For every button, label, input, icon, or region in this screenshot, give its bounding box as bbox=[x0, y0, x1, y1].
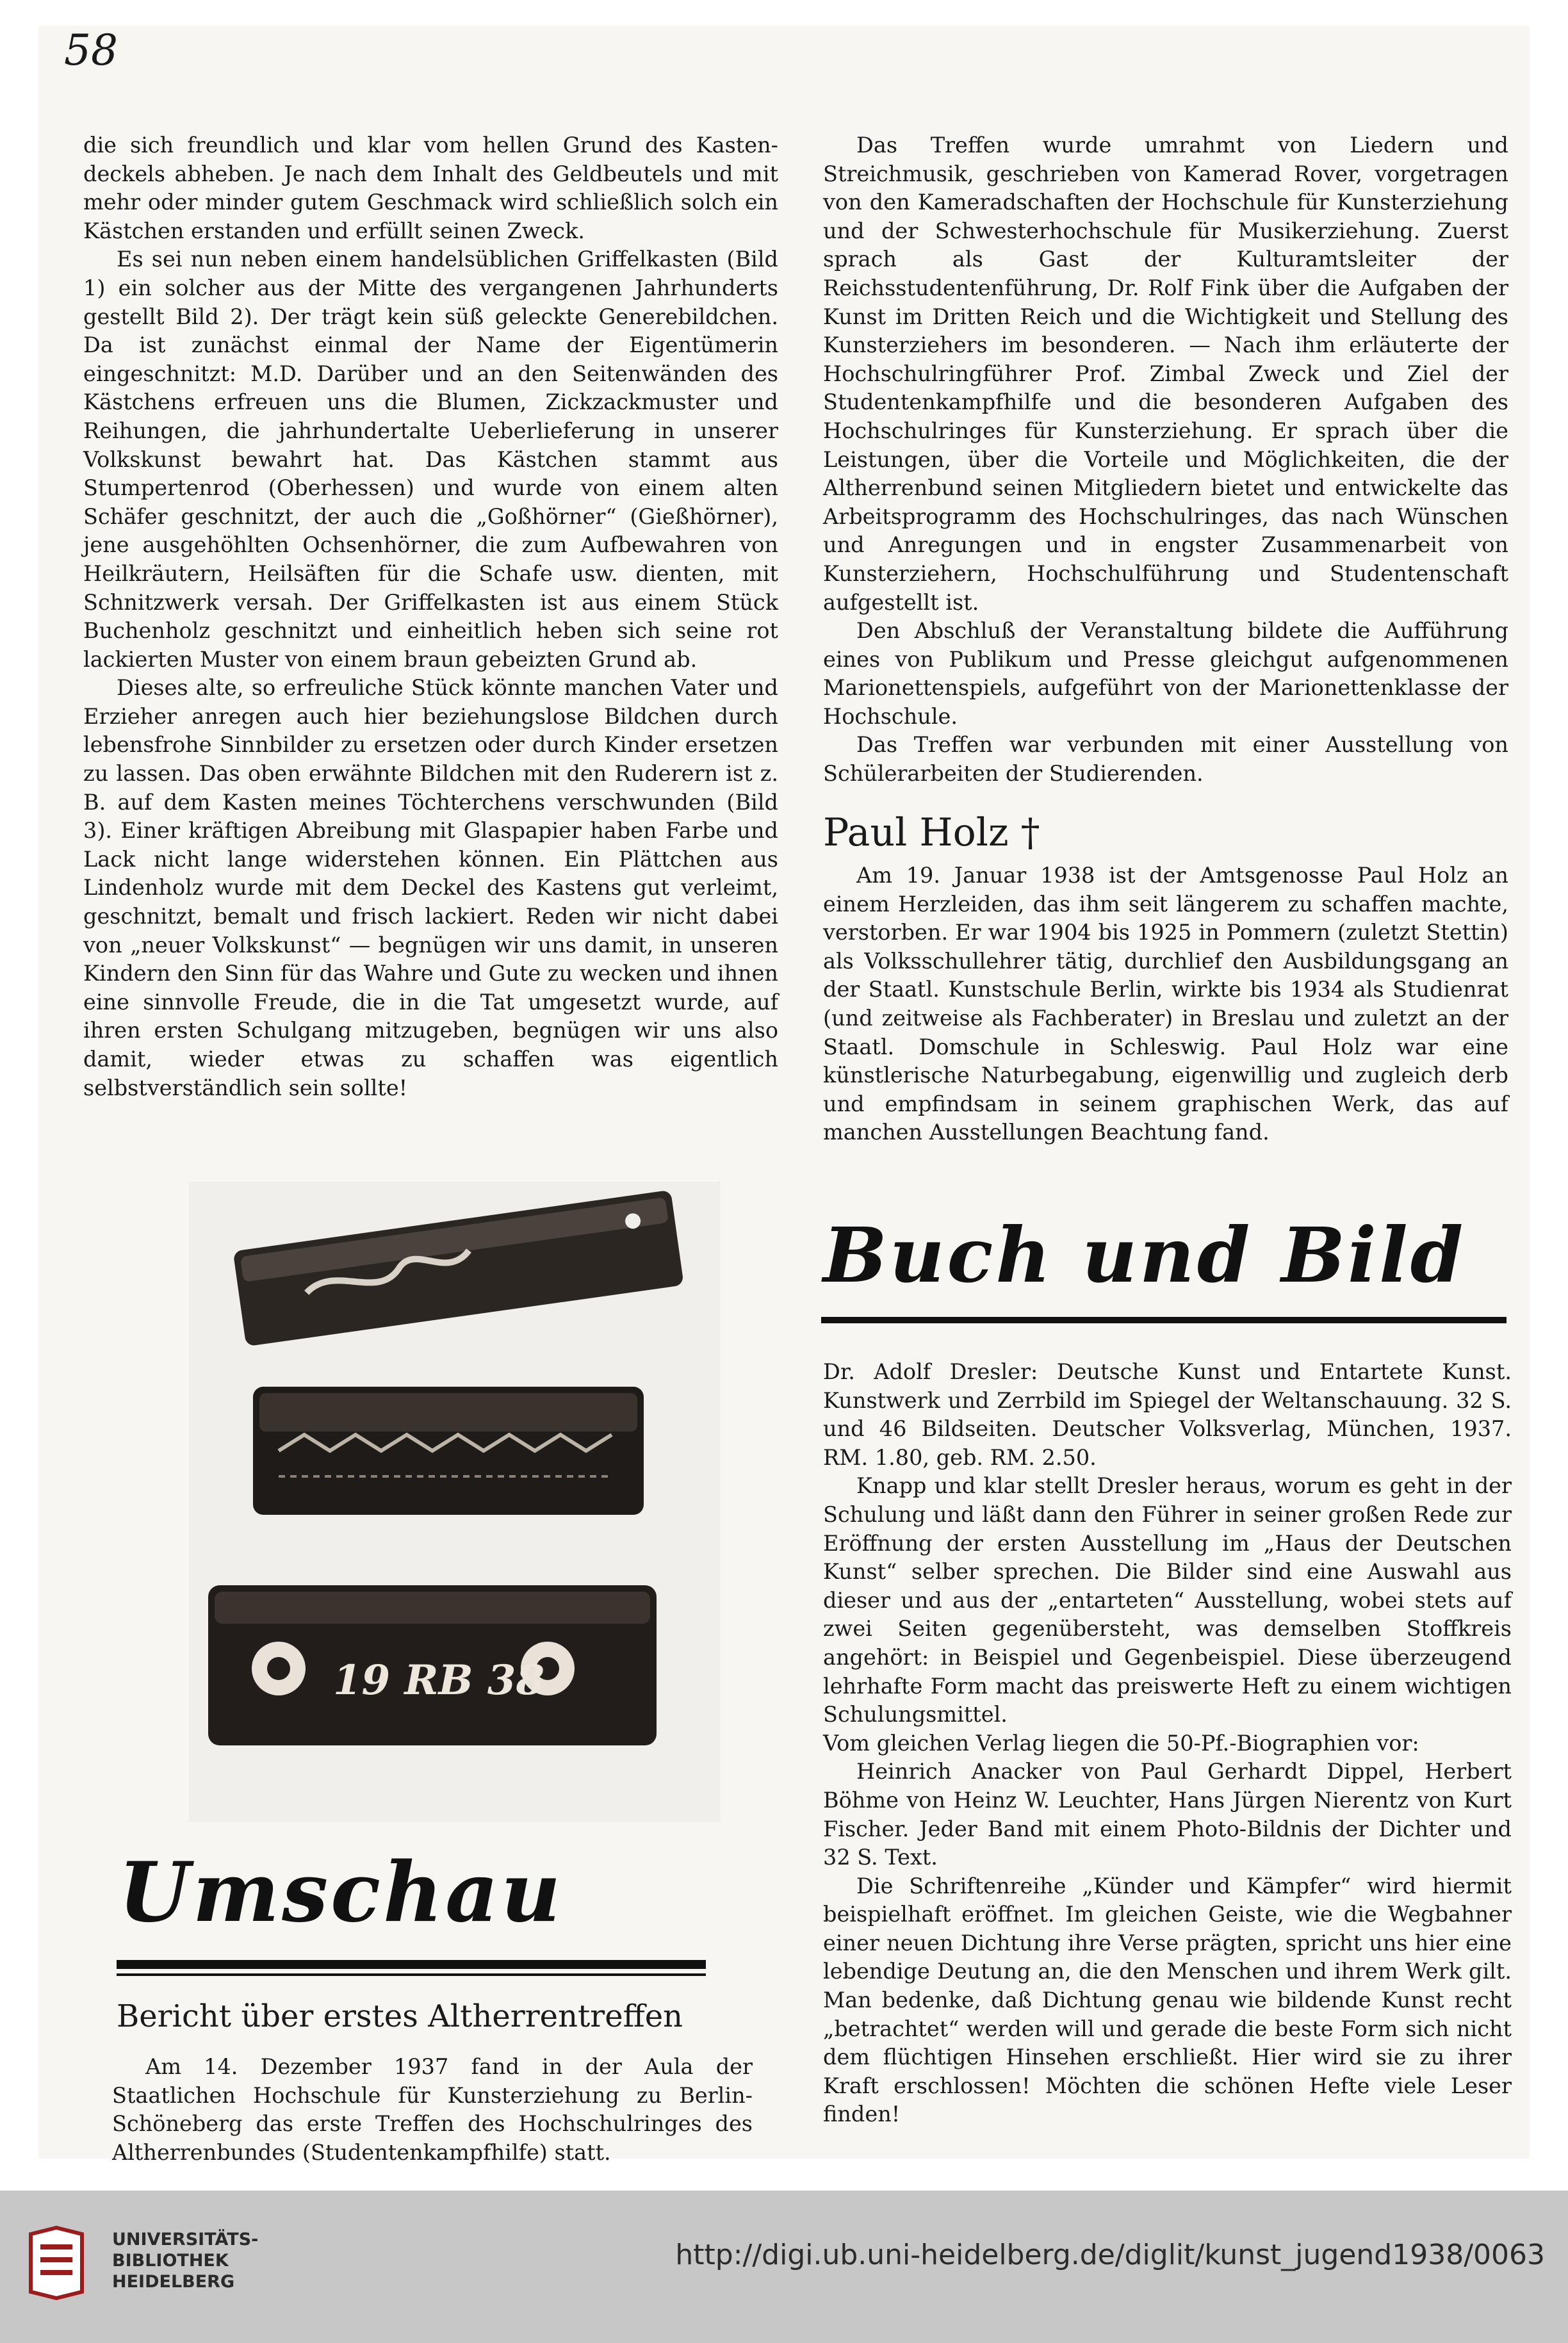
paragraph: Das Treffen wurde umrahmt von Liedern und Streichmusik, geschrieben von Kamerad Rover, vorgetragen von den Kameradschaften der Hochschule für Kunsterziehung und der Schwesterhochschule für Musikerziehung. Zuerst sprach als Gast der Kulturamtsleiter der Reichsstudentenführung, Dr. Rolf Fink über die Aufgaben der Kunst im Dritten Reich und die Wichtigkeit und Stellung des Kunsterziehers im besonderen. — Nach ihm erläuterte der Hochschulringführer Prof. Zimbal Zweck und Ziel der Studentenkampfhilfe und die besonderen Aufgaben des Hochschulringes für Kunsterziehung. Er sprach über die Leistungen, über die Vorteile und Möglichkeiten, die der Altherrenbund seinen Mitgliedern bietet und entwickelte das Arbeitsprogramm des Hochschulringes, das nach Wünschen und Anregungen und in engster Zusammenarbeit von Kunsterziehern, Hochschulführung und Studentenschaft aufgestellt ist. bbox=[823, 133, 1508, 615]
paragraph: Die Schriftenreihe „Künder und Kämpfer“ wird hiermit beispielhaft eröffnet. Im gleichen Geiste, wie die Wegbahner einer neuen Dichtung ihre Verse prägten, spricht uns hier eine lebendige Deutung an, die den Menschen und ihrem Werk gilt. Man bedenke, daß Dichtung genau wie bildende Kunst recht „betrachtet“ werden will und gerade die beste Form sich nicht dem flüchtigen Hinsehen erschließt. Hier wird sie zu ihrer Kraft erschlossen! Möchten die schönen Hefte viele Leser finden! bbox=[823, 1873, 1512, 2127]
book-reviews bbox=[823, 1358, 1512, 2129]
right-column bbox=[823, 131, 1508, 788]
university-library-logo-icon bbox=[18, 2221, 95, 2305]
pencil-box-2 bbox=[253, 1387, 644, 1515]
pencil-boxes-illustration bbox=[189, 1182, 721, 1822]
paragraph: Heinrich Anacker von Paul Gerhardt Dippel, Herbert Böhme von Heinz W. Leuchter, Hans Jürgen Nierentz von Kurt Fischer. Jeder Band mit einem Photo-Bildnis der Dichter und 32 S. Text. bbox=[823, 1759, 1512, 1870]
section-rule-thin bbox=[117, 1973, 706, 1976]
paragraph: Am 14. Dezember 1937 fand in der Aula der Staatlichen Hochschule für Kunsterziehung zu Berlin-Schöneberg das erste Treffen des Hochschulringes des Altherrenbundes (Studentenkampfhilfe) statt. bbox=[112, 2054, 753, 2165]
library-name-line: UNIVERSITÄTS- bbox=[112, 2230, 259, 2249]
paragraph: Dr. Adolf Dresler: Deutsche Kunst und Entartete Kunst. Kunstwerk und Zerrbild im Spiegel der Weltanschauung. 32 S. und 46 Bildseiten. Deutscher Volksverlag, München, 1937. RM. 1.80, geb. RM. 2.50. bbox=[823, 1359, 1512, 1470]
umschau-text bbox=[112, 2053, 753, 2167]
section-rule bbox=[821, 1317, 1507, 1323]
section-rule bbox=[117, 1960, 706, 1969]
paragraph: Das Treffen war verbunden mit einer Ausstellung von Schülerarbeiten der Studierenden. bbox=[823, 732, 1508, 787]
obituary-text bbox=[823, 861, 1508, 1147]
umschau-subtitle: Bericht über erstes Altherrentreffen bbox=[117, 1998, 683, 2034]
library-name-line: HEIDELBERG bbox=[112, 2272, 235, 2292]
library-name-line: BIBLIOTHEK bbox=[112, 2251, 229, 2271]
paragraph: Dieses alte, so erfreuliche Stück könnte manchen Vater und Erzieher anregen auch hier beziehungslose Bildchen durch lebensfrohe Sinnbilder zu ersetzen oder durch Kinder ersetzen zu lassen. Das oben erwähnte Bildchen mit den Ruderern ist z. B. auf dem Kasten meines Töchterchens verschwunden (Bild 3). Einer kräftigen Abreibung mit Glaspapier haben Farbe und Lack nicht lange widerstehen können. Ein Plättchen aus Lindenholz wurde mit dem Deckel des Kastens gut verleimt, geschnitzt, bemalt und frisch lackiert. Reden wir nicht dabei von „neuer Volkskunst“ — begnügen wir uns damit, in unseren Kindern den Sinn für das Wahre und Gute zu wecken und ihnen eine sinnvolle Freude, die in die Tat umgesetzt wurde, auf ihren ersten Schulgang mitzugeben, begnügen wir uns also damit, wieder etwas zu schaffen was eigentlich selbstverständlich sein sollte! bbox=[83, 675, 778, 1100]
paragraph: Den Abschluß der Veranstaltung bildete die Aufführung eines von Publikum und Presse gleichgut aufgenommenen Marionettenspiels, aufgeführt von der Marionettenklasse der Hochschule. bbox=[823, 618, 1508, 729]
paragraph: Es sei nun neben einem handelsüblichen Griffelkasten (Bild 1) ein solcher aus der Mitte des vergangenen Jahrhunderts gestellt Bild 2). Der trägt kein süß geleckte Generebildchen. Da ist zunächst einmal der Name der Eigentümerin eingeschnitzt: M.D. Darüber und an den Seitenwänden des Kästchens erfreuen uns die Blumen, Zickzackmuster und Reihungen, die jahrhundertalte Ueberlieferung in unserer Volkskunst bewahrt hat. Das Kästchen stammt aus Stumpertenrod (Oberhessen) und wurde von einem alten Schäfer geschnitzt, der auch die „Goßhörner“ (Gießhörner), jene ausgehöhlten Ochsenhörner, die zum Aufbewahren von Heilkräutern, Heilsäften für die Schafe usw. dienten, mit Schnitzwerk versah. Der Griffelkasten ist aus einem Stück Buchenholz geschnitzt und einheitlich heben sich seine rot lackierten Muster von einem braun gebeizten Grund ab. bbox=[83, 247, 778, 672]
box-inscription: 19 RB 38 bbox=[333, 1656, 544, 1704]
umschau-title: Umschau bbox=[118, 1845, 564, 1941]
paragraph: Am 19. Januar 1938 ist der Amtsgenosse Paul Holz an einem Herzleiden, das ihm seit längerem zu schaffen machte, verstorben. Er war 1904 bis 1925 in Pommern (zuletzt Stettin) als Volksschullehrer tätig, durchlief den Ausbildungsgang an der Staatl. Kunstschule Berlin, wirkte bis 1934 als Studienrat (und zeitweise als Fachberater) in Breslau und zuletzt an der Staatl. Domschule in Schleswig. Paul Holz war eine künstlerische Naturbegabung, eigenwillig und zugleich derb und empfindsam in seinem graphischen Werk, das auf manchen Ausstellungen Beachtung fand. bbox=[823, 863, 1508, 1145]
library-name bbox=[112, 2229, 258, 2292]
left-column bbox=[83, 131, 778, 1102]
paragraph: Vom gleichen Verlag liegen die 50-Pf.-Biographien vor: bbox=[823, 1730, 1419, 1756]
paragraph: Knapp und klar stellt Dresler heraus, worum es geht in der Schulung und läßt dann den Führer in seiner großen Rede zur Eröffnung der ersten Ausstellung im „Haus der Deutschen Kunst“ selber sprechen. Die Bilder sind eine Auswahl aus dieser und aus der „entarteten“ Ausstellung, wobei stets auf zwei Seiten gegenübersteht, was demselben Stoffkreis angehört: in Beispiel und Gegenbeispiel. Diese überzeugend lehrhafte Form macht das preiswerte Heft zu einem wichtigen Schulungsmittel. bbox=[823, 1473, 1512, 1727]
source-url[interactable]: http://digi.ub.uni-heidelberg.de/diglit/kunst_jugend1938/0063 bbox=[675, 2239, 1545, 2271]
page-number: 58 bbox=[64, 26, 118, 75]
star-ornament-left bbox=[252, 1642, 306, 1695]
buch-und-bild-title: Buch und Bild bbox=[823, 1211, 1466, 1300]
footer-bar bbox=[0, 2191, 1568, 2343]
pencil-boxes-photo bbox=[189, 1182, 721, 1822]
pencil-box-3 bbox=[208, 1585, 657, 1745]
obituary-heading: Paul Holz † bbox=[823, 810, 1040, 855]
paragraph: die sich freundlich und klar vom hellen Grund des Kasten-deckels abheben. Je nach dem Inhalt des Geldbeutels und mit mehr oder minder gutem Geschmack wird schließlich solch ein Kästchen erstanden und erfüllt seinen Zweck. bbox=[83, 133, 778, 243]
